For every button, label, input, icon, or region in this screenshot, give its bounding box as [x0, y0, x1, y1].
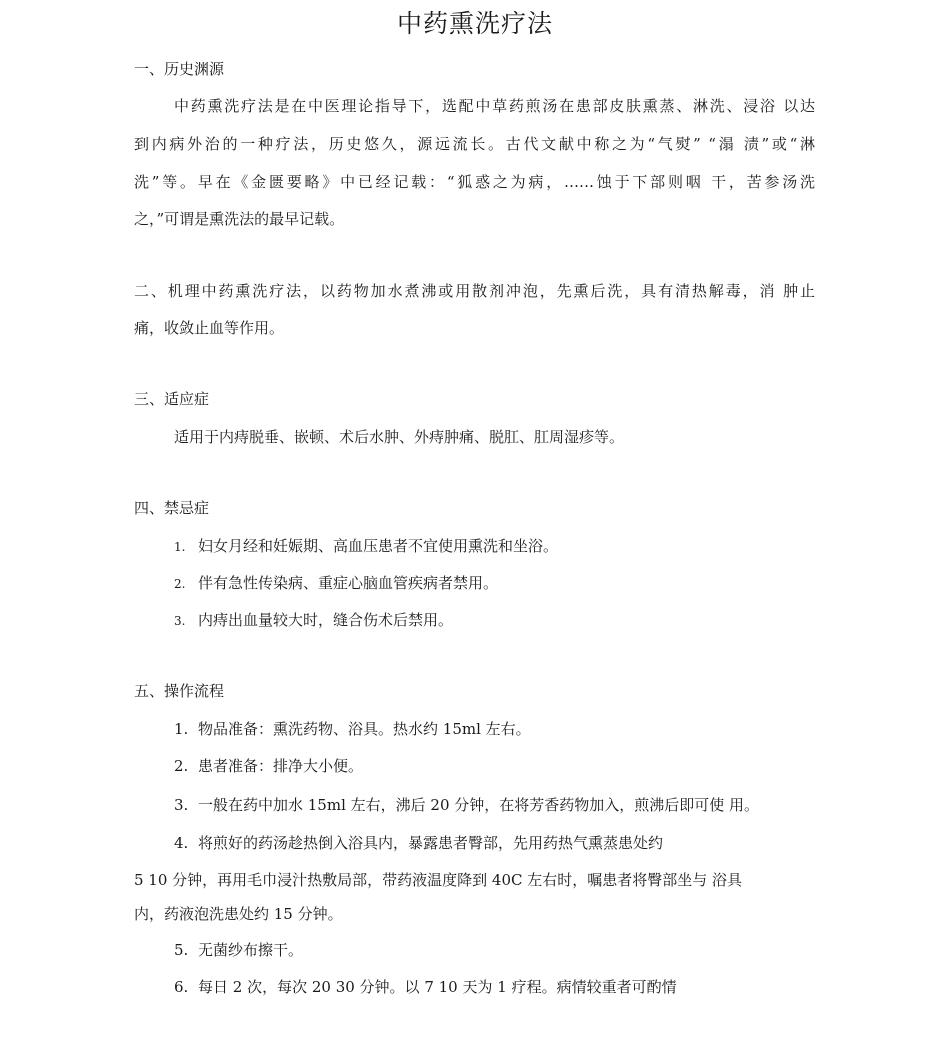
paragraph-line: 内，药液泡洗患处约 15 分钟。: [134, 905, 343, 923]
section-mechanism-line: 二、机理中药熏洗疗法，以药物加水煮沸或用散剂冲泡，先熏后洗，具有清热解毒，消 肿止: [134, 282, 815, 300]
list-item: [174, 794, 759, 815]
list-item: [174, 939, 303, 960]
paragraph-line: 之，”可谓是熏洗法的最早记载。: [134, 210, 345, 228]
list-item: [174, 755, 363, 776]
list-item: [174, 609, 453, 630]
list-text: 患者准备：排净大小便。: [198, 757, 364, 775]
list-number: 3.: [174, 796, 189, 814]
list-number: 2.: [174, 577, 186, 591]
page-title: 中药熏洗疗法: [396, 9, 553, 38]
section-heading-procedure: 五、操作流程: [134, 682, 225, 700]
list-text: 无菌纱布擦干。: [198, 941, 304, 959]
list-number: 6.: [174, 978, 189, 996]
list-number: 1.: [174, 720, 189, 738]
list-number: 1.: [174, 540, 186, 554]
list-text: 伴有急性传染病、重症心脑血管疾病者禁用。: [198, 574, 499, 592]
list-text: 每日 2 次，每次 20 30 分钟。以 7 10 天为 1 疗程。病情较重者可酌情: [198, 978, 677, 996]
section-heading-contraindications: 四、禁忌症: [134, 499, 210, 517]
list-text: 妇女月经和妊娠期、高血压患者不宜使用熏洗和坐浴。: [198, 537, 559, 555]
section-heading-history: 一、历史渊源: [134, 60, 225, 78]
list-text: 物品准备：熏洗药物、浴具。热水约 15ml 左右。: [198, 720, 531, 738]
list-number: 2.: [174, 757, 189, 775]
list-number: 3.: [174, 614, 186, 628]
list-item: [174, 976, 677, 997]
indications-text: 适用于内痔脱垂、嵌顿、术后水肿、外痔肿痛、脱肛、肛周湿疹等。: [174, 428, 625, 446]
paragraph-line: 到内病外治的一种疗法，历史悠久，源远流长。古代文献中称之为“气熨” “溻 渍”或“淋: [134, 135, 815, 153]
list-item: [174, 832, 663, 853]
list-item: [174, 572, 498, 593]
list-text: 一般在药中加水 15ml 左右，沸后 20 分钟，在将芳香药物加入，煎沸后即可使 用。: [198, 796, 760, 814]
list-number: 4.: [174, 834, 189, 852]
paragraph-line: 中药熏洗疗法是在中医理论指导下，选配中草药煎汤在患部皮肤熏蒸、淋洗、浸浴 以达: [174, 97, 815, 115]
section-mechanism-line: 痛，收敛止血等作用。: [134, 319, 285, 337]
section-heading-indications: 三、适应症: [134, 390, 210, 408]
paragraph-line: 5 10 分钟，再用毛巾浸汁热敷局部，带药液温度降到 40C 左右时，嘱患者将臀部坐与 浴具: [134, 871, 743, 889]
list-item: [174, 718, 531, 739]
list-text: 将煎好的药汤趁热倒入浴具内，暴露患者臀部，先用药热气熏蒸患处约: [198, 834, 664, 852]
list-text: 内痔出血量较大时，缝合伤术后禁用。: [198, 611, 454, 629]
list-item: [174, 535, 558, 556]
list-number: 5.: [174, 941, 189, 959]
paragraph-line: 洗”等。早在《金匮要略》中已经记载：“狐惑之为病，……蚀于下部则咽 干，苦参汤洗: [134, 173, 815, 191]
